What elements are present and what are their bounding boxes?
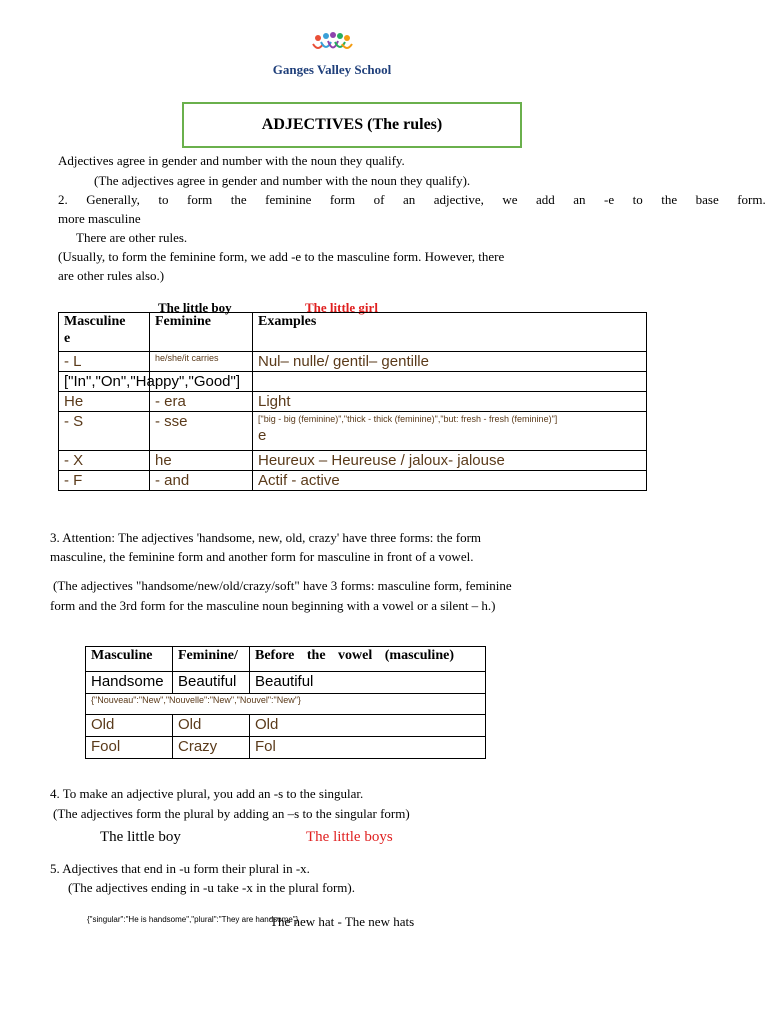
section-3-line-4: form and the 3rd form for the masculine noun beginning with a vowel or a silent – h.) [50,598,496,613]
intro-line-6: are other rules also.) [58,268,165,283]
rule-2-word: the [661,192,678,207]
cell-masculine: Old [86,715,173,737]
overlay-small-text: {"singular":"He is handsome","plural":"They are handsome"} [87,915,299,924]
cell-feminine: - and [150,471,253,491]
table-row [59,412,647,451]
school-name: Ganges Valley School [272,62,392,77]
cell-masculine: ["In","On","Happy","Good"] [59,372,150,392]
cell-feminine: - sse [150,412,253,451]
example-little-boy: The little boy [100,829,181,845]
header-feminine: Feminine [150,313,253,352]
intro-line-5: (Usually, to form the feminine form, we add -e to the masculine form. However, there [58,249,505,264]
intro-line-2: (The adjectives agree in gender and number with the noun they qualify). [94,173,471,188]
page-title: ADJECTIVES (The rules) [182,102,522,148]
rule-2-word: form. [737,192,766,207]
table-row [86,737,486,759]
cell-example: Light [253,392,647,412]
cell-feminine: Beautiful [173,672,250,694]
header-masculine [59,313,150,352]
cell-feminine: he [150,451,253,471]
table-row [86,672,486,694]
caption-little-boy: The little boy [158,300,232,315]
example-little-boys: The little boys [306,829,393,845]
intro-line-1: Adjectives agree in gender and number with the noun they qualify. [58,153,405,168]
table-header-row [59,313,647,352]
intro-line-4: There are other rules. [76,230,188,245]
cell-example: Actif - active [253,471,647,491]
header-masculine: Masculine [86,647,173,672]
school-logo [262,30,402,80]
rule-2-word: feminine [265,192,312,207]
rule-2-word: -e [604,192,615,207]
cell-masculine: He [59,392,150,412]
cell-before-vowel: Fol [250,737,486,759]
rule-2-word: form [329,192,356,207]
header-masculine-wrap: e [64,331,71,346]
cell-masculine: - F [59,471,150,491]
rule-2-word: to [632,192,643,207]
cell-feminine: Crazy [173,737,250,759]
table-header-row [86,647,486,672]
cell-masculine: Handsome [86,672,173,694]
cell-before-vowel: Old [250,715,486,737]
rule-2-word: of [373,192,385,207]
rule-2-word: form [187,192,213,207]
table-row [86,715,486,737]
cell-example-wrap: e [258,427,267,444]
cell-example: Heureux – Heureuse / jaloux- jalouse [253,451,647,471]
three-forms-table [85,646,486,759]
rule-2-word: base [695,192,719,207]
table-row [86,694,486,715]
table-row [59,392,647,412]
cell-masculine: - L [59,352,150,372]
table-row [59,372,647,392]
table-row [59,451,647,471]
rule-2-word: add [536,192,555,207]
section-3-line-3: (The adjectives "handsome/new/old/crazy/soft" have 3 forms: masculine form, feminine [53,578,512,593]
rule-2-word: the [230,192,247,207]
rule-2-word: an [402,192,416,207]
cell-masculine: - X [59,451,150,471]
people-logo-icon [310,32,354,60]
rule-2-word: to [158,192,169,207]
caption-little-girl: The little girl [305,300,378,315]
section-5-line-2: (The adjectives ending in -u take -x in the plural form). [68,880,355,895]
cell-feminine: - era [150,392,253,412]
rule-2-word: we [502,192,518,207]
cell-example [253,412,647,451]
gender-rules-table [58,312,647,491]
rule-2-line [58,190,766,209]
section-3-line-2: masculine, the feminine form and another form for masculine in front of a vowel. [50,549,474,564]
header-masculine-text: Masculine [64,314,126,329]
table-row [59,352,647,372]
section-3-line-1: 3. Attention: The adjectives 'handsome, new, old, crazy' have three forms: the form [50,530,482,545]
cell-feminine: Old [173,715,250,737]
rule-2-line-2: more masculine [58,211,141,226]
cell-masculine: - S [59,412,150,451]
cell-example: Nul– nulle/ gentil– gentille [253,352,647,372]
rule-2-word: an [573,192,586,207]
header-before-vowel: Before the vowel (masculine) [250,647,486,672]
rule-2-word: adjective, [433,192,484,207]
section-5-line-1: 5. Adjectives that end in -u form their plural in -x. [50,861,310,876]
rule-2-word: Generally, [86,192,140,207]
cell-example-text: ["big - big (feminine)","thick - thick (feminine)","but: fresh - fresh (feminine)"] [258,414,558,424]
section-4-line-2: (The adjectives form the plural by adding an –s to the singular form) [53,806,410,821]
example-new-hat: The new hat - The new hats [270,914,415,929]
header-feminine: Feminine/ [173,647,250,672]
cell-feminine: he/she/it carries [150,352,253,372]
table-row [59,471,647,491]
cell-before-vowel: Beautiful [250,672,486,694]
cell-masculine: Fool [86,737,173,759]
header-examples: Examples [253,313,647,352]
cell-example [253,372,647,392]
rule-2-number: 2. [58,192,68,207]
cell-merged: {"Nouveau":"New","Nouvelle":"New","Nouvel":"New"} [86,694,486,715]
section-4-line-1: 4. To make an adjective plural, you add an -s to the singular. [50,786,364,801]
